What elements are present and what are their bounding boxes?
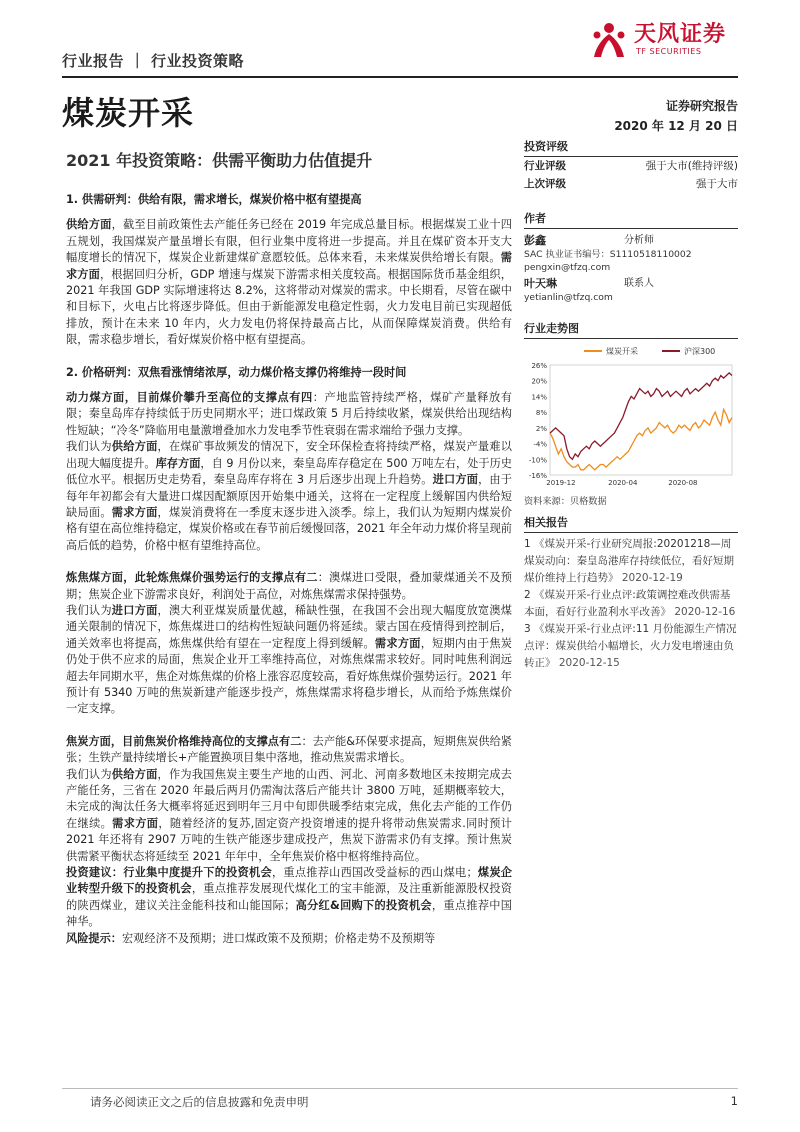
legend-label: 沪深300 [684,347,716,356]
chart-block [524,318,738,508]
paragraph-investment: 投资建议：行业集中度提升下的投资机会，重点推荐山西国改受益标的西山煤电；煤炭企业转型升级下的投资机会，重点推荐发展现代煤化工的宝丰能源，及注重新能源股权投资的陕西煤业，建议关注金能科技和山能国际；高分红&回购下的投资机会，重点推荐中国神华。 [66,866,512,929]
author-cert: SAC 执业证书编号：S1110518110002 [524,249,692,260]
report-subtitle: 2021 年投资策略：供需平衡助力估值提升 [66,151,373,170]
paragraph-supply-demand: 供给方面，截至目前政策性去产能任务已经在 2019 年完成总量目标。根据煤炭工业十四五规划，我国煤炭产量虽增长有限，但行业集中度将进一步提高。并且在煤矿资本开支大幅度增长的情况下，煤炭企业新建煤矿意愿较低。总体来看，未来煤炭供给增长有限。需求方面，根据回归分析，GDP 增速与煤炭下游需求相关度较高。根据国际货币基金组织，2021 年我国 GDP 实际增速将达 8.2%，这将带动对煤炭的需求。中长期看，尽管在碳中和目标下，火电占比将逐步降低。但由于新能源发电稳定性弱，火力发电目前已实现超低排放，预计在未来 10 年内，火力发电仍将保持最高占比，从而保障煤炭消费。供给有限，需求稳步增长，看好煤炭价格中枢有望提高。 [66,218,512,347]
report-category: 行业报告 ｜ 行业投资策略 [62,52,244,70]
y-tick-label: 8% [535,409,547,418]
sidebar [524,136,738,193]
footer-disclaimer: 请务必阅读正文之后的信息披露和免责申明 [90,1095,309,1109]
legend-label: 煤炭开采 [606,347,638,356]
prev-rating-label: 上次评级 [524,178,566,190]
related-report-item[interactable]: 2 《煤炭开采-行业点评:政策调控难改供需基本面，看好行业盈利水平改善》 2020-12-16 [524,589,736,618]
main-body [66,192,512,947]
paragraph-coking-coal-view: 我们认为进口方面，澳大利亚煤炭质量优越，稀缺性强，在我国不会出现大幅度放宽澳煤通关限制的情况下，炼焦煤进口的结构性短缺问题仍将延续。蒙古国在疫情得到控制后，通关效率也将提高，炼焦煤供给有望在一定程度上得到缓解。需求方面，短期内由于焦炭仍处于供不应求的局面，焦炭企业开工率维持高位，对炼焦煤需求较好。同时吨焦利润远超去年同期水平，焦企对炼焦煤的价格上涨容忍度较高，看好炼焦煤价强势运行。2021 年预计有 5340 万吨的焦炭新建产能逐步投产，炼焦煤需求将稳步增长，从而给予炼焦煤价一定支撑。 [66,603,512,716]
related-report-item[interactable]: 1 《煤炭开采-行业研究周报:20201218—周煤炭动向：秦皇岛港库存持续低位，看好短期煤价维持上行趋势》 2020-12-19 [524,538,734,584]
industry-rating-value: 强于大市(维持评级) [645,160,738,172]
report-type: 证券研究报告 [665,99,738,113]
author-2-row [524,277,738,291]
y-tick-label: 26% [531,362,547,370]
paragraph-coke-view: 我们认为供给方面，作为我国焦炭主要生产地的山西、河北、河南多数地区未按期完成去产能任务，三省在 2020 年最后两月仍需淘汰落后产能共计 3800 万吨，延期概率较大，未完成的淘汰任务大概率将延迟到明年三月中旬即供暖季结束完成，焦化去产能的工作仍在继续。需求方面，随着经济的复苏,固定资产投资增速的提升将带动焦炭需求.同时预计 2021 年还将有 2907 万吨的生铁产能逐步建成投产，焦炭下游需求仍有支撑。预计焦炭供需紧平衡状态将延续至 2021 年年中，全年焦炭价格中枢将维持高位。 [66,767,512,863]
paragraph-coke: 焦炭方面，目前焦炭价格维持高位的支撑点有二：去产能&环保要求提高，短期焦炭供给紧张；生铁产量持续增长+产能置换项目集中落地，推动焦炭需求增长。 [66,734,512,765]
section-2-title: 2. 价格研判：双焦看涨情绪浓厚，动力煤价格支撑仍将维持一段时间 [66,365,407,379]
related-reports [524,512,738,672]
logo-text-en: TF SECURITIES [636,47,702,56]
logo-text-cn: 天风证券 [634,22,727,47]
y-tick-label: 14% [531,393,547,402]
section-1-title: 1. 供需研判：供给有限，需求增长，煤炭价格中枢有望提高 [66,193,362,206]
related-title: 相关报告 [524,512,738,533]
author-role: 分析师 [624,235,654,246]
author-block [524,208,738,304]
industry-rating-label: 行业评级 [524,160,566,172]
y-tick-label: 2% [535,424,547,433]
series-line-0 [550,410,732,470]
author-1-row [524,234,738,248]
trend-chart [524,341,738,491]
paragraph-thermal-coal: 动力煤方面，目前煤价攀升至高位的支撑点有四：产地监管持续严格，煤矿产量释放有限；秦皇岛库存持续低于历史同期水平；进口煤政策 5 月后持续收紧，煤炭供给出现结构性短缺；“冷冬”降临用电量激增叠加水力发电季节性衰弱在需求端给予强力支撑。 [66,391,512,437]
author-name: 叶天琳 [524,277,557,290]
y-tick-label: -10% [528,456,547,465]
paragraph-thermal-coal-view: 我们认为供给方面，在煤矿事故频发的情况下，安全环保检查将持续严格，煤炭产量难以出现大幅度提升。库存方面，自 9 月份以来，秦皇岛库存稳定在 500 万吨左右，处于历史低位水平。根据历史走势看，秦皇岛库存将在 3 月后逐步出现上升趋势。进口方面，由于每年年初都会有大量进口煤因配额原因开始集中通关，这将在一定程度上缓解国内供给短缺局面。需求方面，煤炭消费将在一季度末逐步进入淡季。综上，我们认为短期内煤炭价格有望在高位维持稳定，煤炭价格或在春节前后缓慢回落，2021 年全年动力煤价将呈现前高后低的趋势，价格中枢有望维持高位。 [66,440,512,552]
author-role: 联系人 [624,278,654,289]
x-tick-label: 2020-08 [668,479,698,487]
chart-source: 资料来源：贝格数据 [524,496,607,507]
paragraph-risk: 风险提示：宏观经济不及预期；进口煤政策不及预期；价格走势不及预期等 [66,931,436,945]
tf-logo-icon [588,17,630,59]
y-tick-label: 20% [531,377,547,386]
related-report-item[interactable]: 3 《煤炭开采-行业点评:11 月份能源生产情况点评：煤炭供给小幅增长，火力发电增速由负转正》 2020-12-15 [524,623,737,669]
series-line-1 [550,373,732,459]
prev-rating-row [524,175,738,193]
page-number: 1 [730,1094,738,1108]
x-tick-label: 2020-04 [608,479,638,487]
paragraph-coking-coal: 炼焦煤方面，此轮炼焦煤价强势运行的支撑点有二：澳煤进口受限，叠加蒙煤通关不及预期；焦炭企业下游需求良好，利润处于高位，对炼焦煤需求保持强势。 [66,571,512,601]
author-name: 彭鑫 [524,234,546,247]
author-email[interactable]: pengxin@tfzq.com [524,262,611,273]
header-rule [62,76,738,78]
author-email[interactable]: yetianlin@tfzq.com [524,292,613,303]
industry-rating-row [524,157,738,175]
y-tick-label: -16% [528,472,547,480]
chart-title: 行业走势图 [524,318,738,339]
report-date: 2020 年 12 月 20 日 [614,119,738,133]
x-tick-label: 2019-12 [546,479,576,487]
rating-title: 投资评级 [524,136,738,157]
logo [588,15,738,63]
author-title: 作者 [524,208,738,229]
prev-rating-value: 强于大市 [696,178,738,190]
y-tick-label: -4% [533,440,547,449]
footer-rule [62,1088,738,1089]
page-title: 煤炭开采 [62,94,195,132]
